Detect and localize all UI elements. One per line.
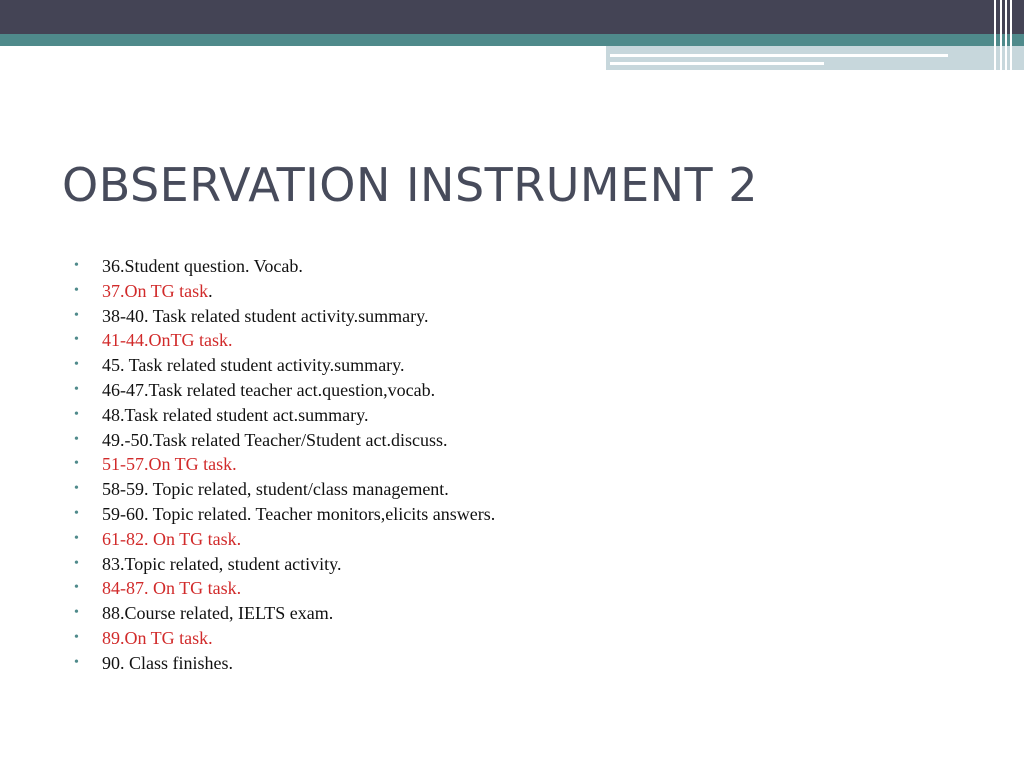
bullet-text: 90. Class finishes.: [102, 652, 234, 673]
bullet-item: [74, 576, 495, 601]
edge-stripe: [1000, 0, 1002, 70]
bullet-marker-icon: •: [74, 332, 79, 348]
bullet-item: [74, 403, 495, 428]
bullet-item: [74, 552, 495, 577]
bullet-text: 48.Task related student act.summary.: [102, 404, 369, 425]
bullet-item: [74, 304, 495, 329]
bullet-text: 84-87. On TG task.: [102, 578, 242, 599]
bullet-text: 38-40. Task related student activity.summary.: [102, 305, 429, 326]
bullet-text: 37.On TG task: [102, 280, 209, 301]
bullet-marker-icon: •: [74, 406, 79, 422]
bullet-item: [74, 452, 495, 477]
bullet-text: 49.-50.Task related Teacher/Student act.discuss.: [102, 429, 448, 450]
accent-line: [610, 62, 824, 65]
bullet-marker-icon: •: [74, 530, 79, 546]
bullet-item: [74, 477, 495, 502]
bullet-item: [74, 328, 495, 353]
bullet-item: [74, 353, 495, 378]
bullet-item: [74, 378, 495, 403]
bullet-text: 59-60. Topic related. Teacher monitors,elicits answers.: [102, 503, 496, 524]
edge-stripe: [1010, 0, 1012, 70]
bullet-item: [74, 279, 495, 304]
edge-stripe: [1005, 0, 1007, 70]
bullet-text: 46-47.Task related teacher act.question,vocab.: [102, 379, 436, 400]
edge-stripe: [994, 0, 996, 70]
bullet-list: [74, 254, 495, 676]
bullet-marker-icon: •: [74, 258, 79, 273]
bullet-marker-icon: •: [74, 282, 79, 298]
bullet-text: 51-57.On TG task.: [102, 454, 237, 475]
bullet-marker-icon: •: [74, 605, 79, 621]
bullet-item: [74, 254, 495, 279]
bullet-item: [74, 428, 495, 453]
bullet-item: [74, 502, 495, 527]
bullet-marker-icon: •: [74, 381, 79, 397]
bullet-item: [74, 626, 495, 651]
bullet-marker-icon: •: [74, 629, 79, 645]
bullet-marker-icon: •: [74, 307, 79, 323]
bullet-text-suffix: .: [208, 280, 213, 301]
bullet-text: 61-82. On TG task.: [102, 528, 242, 549]
bullet-text: 41-44.OnTG task.: [102, 330, 233, 351]
bullet-text: 45. Task related student activity.summary.: [102, 355, 405, 376]
bullet-marker-icon: •: [74, 431, 79, 447]
bullet-text: 58-59. Topic related, student/class management.: [102, 479, 449, 500]
bullet-marker-icon: •: [74, 456, 79, 472]
bullet-marker-icon: •: [74, 505, 79, 521]
bullet-marker-icon: •: [74, 580, 79, 596]
bullet-item: [74, 651, 495, 676]
bullet-text: 89.On TG task.: [102, 627, 213, 648]
bullet-marker-icon: •: [74, 357, 79, 373]
teal-band: [0, 34, 1024, 46]
slide-title: OBSERVATION INSTRUMENT 2: [62, 158, 759, 212]
light-accent-band: [606, 46, 1024, 70]
bullet-marker-icon: •: [74, 481, 79, 497]
bullet-item: [74, 527, 495, 552]
bullet-text: 36.Student question. Vocab.: [102, 256, 303, 276]
bullet-marker-icon: •: [74, 654, 79, 670]
bullet-text: 83.Topic related, student activity.: [102, 553, 342, 574]
bullet-item: [74, 601, 495, 626]
bullet-marker-icon: •: [74, 555, 79, 571]
accent-line: [610, 54, 948, 57]
top-dark-bar: [0, 0, 1024, 34]
bullet-text: 88.Course related, IELTS exam.: [102, 603, 334, 624]
